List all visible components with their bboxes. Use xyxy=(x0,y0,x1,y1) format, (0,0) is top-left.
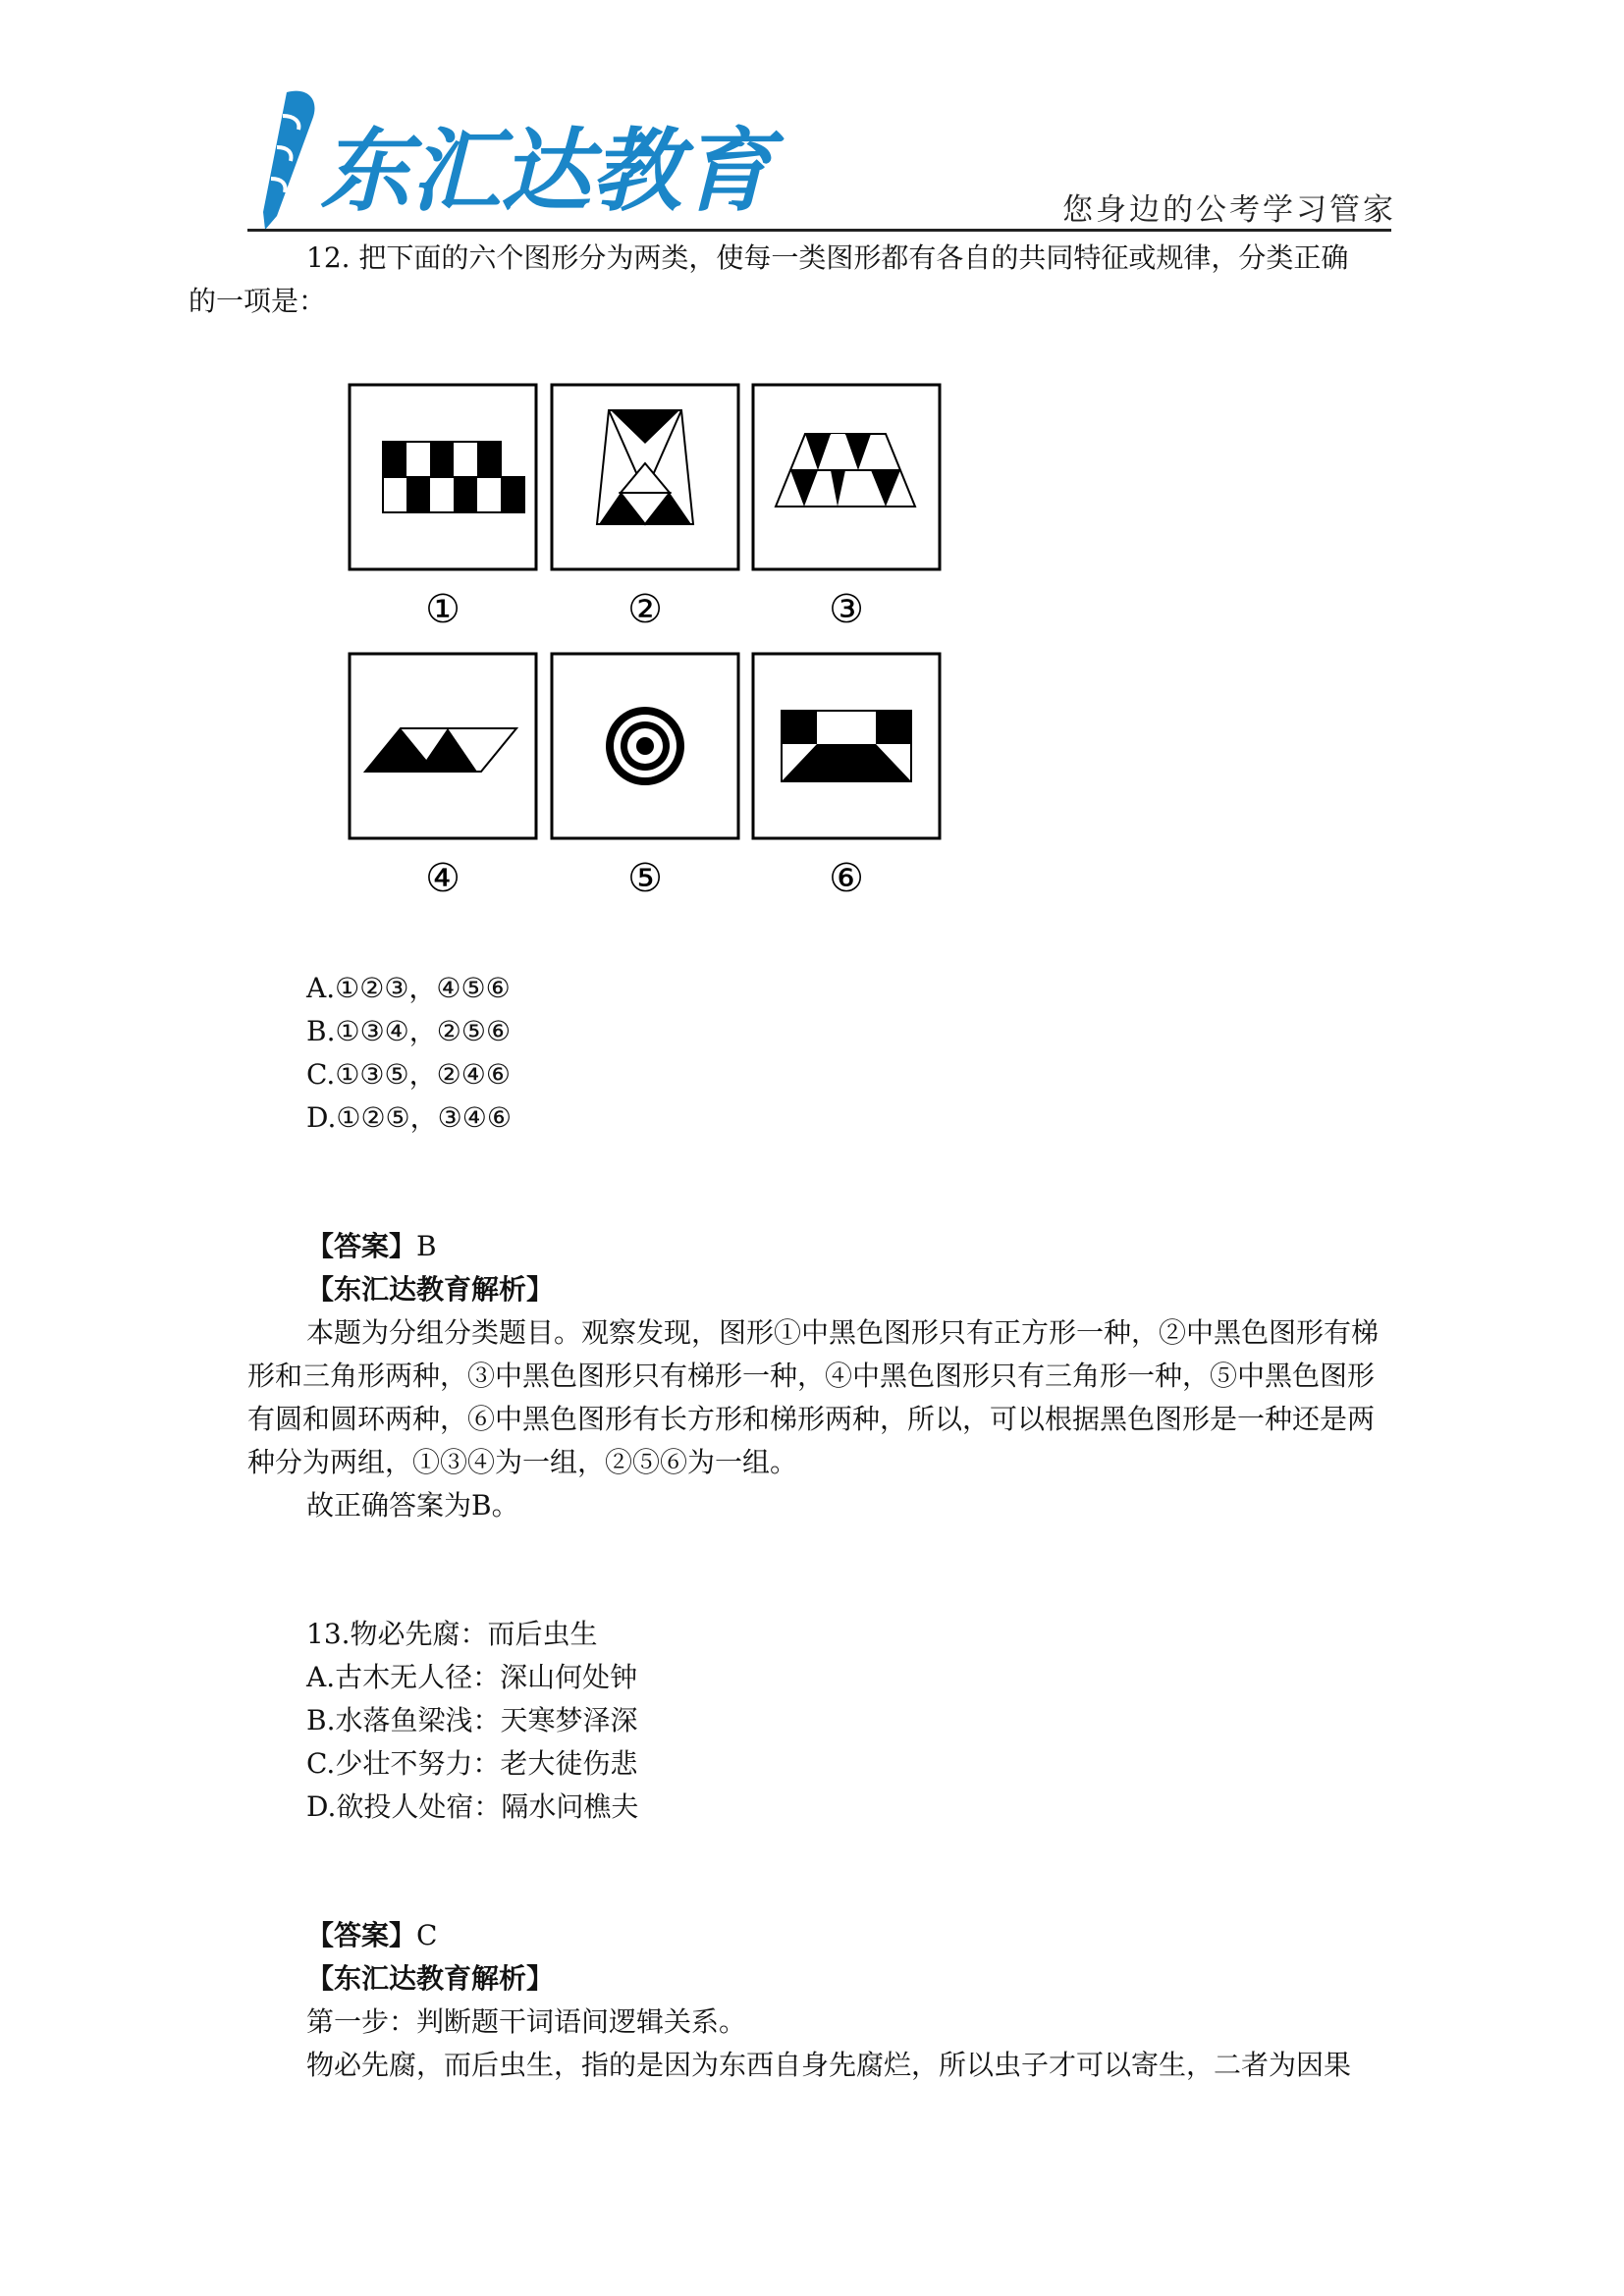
pencil-logo-icon xyxy=(263,91,314,230)
q13-answer-label: 【答案】 xyxy=(306,1919,417,1951)
q13-answer xyxy=(306,1914,437,1957)
q13-analysis: 物必先腐，而后虫生，指的是因为东西自身先腐烂，所以虫子才可以寄生，二者为因果 xyxy=(306,2049,1352,2081)
q12-stem xyxy=(189,237,1392,323)
q12-option-a: A.①②③，④⑤⑥ xyxy=(306,972,511,1004)
q12-analysis-title: 【东汇达教育解析】 xyxy=(306,1273,555,1306)
q12-answer-value: B xyxy=(416,1230,437,1262)
brand-logo xyxy=(244,86,833,234)
figure-4-label: ④ xyxy=(425,856,460,901)
q12-stem-line1: 12. 把下面的六个图形分为两类，使每一类图形都有各自的共同特征或规律，分类正确 xyxy=(306,241,1349,274)
q13-step1: 第一步：判断题干词语间逻辑关系。 xyxy=(306,2005,747,2038)
q13-stem: 13.物必先腐：而后虫生 xyxy=(306,1618,598,1650)
figure-5-circles xyxy=(606,707,684,785)
figure-2-label: ② xyxy=(627,587,663,632)
q13-answer-value: C xyxy=(416,1919,438,1951)
q12-option-b: B.①③④，②⑤⑥ xyxy=(306,1015,512,1047)
q12-answer xyxy=(306,1225,437,1268)
brand-name: 东汇达教育 xyxy=(320,119,773,224)
q13-analysis-title: 【东汇达教育解析】 xyxy=(306,1962,555,1995)
q12-figure-grid xyxy=(295,365,1001,915)
q12-answer-label: 【答案】 xyxy=(306,1230,417,1262)
figure-3-label: ③ xyxy=(829,587,864,632)
q12-analysis: 本题为分组分类题目。观察发现，图形①中黑色图形只有正方形一种，②中黑色图形有梯形和三角形两种，③中黑色图形只有梯形一种，④中黑色图形只有三角形一种，⑤中黑色图形有圆和圆环两种，⑥中黑色图形有长方形和梯形两种，所以，可以根据黑色图形是一种还是两种分为两组，①③④为一组，②⑤⑥为一组。 xyxy=(247,1316,1380,1478)
q12-stem-line2: 的一项是： xyxy=(189,285,327,317)
q13-option-a: A.古木无人径：深山何处钟 xyxy=(306,1661,638,1693)
slogan: 您身边的公考学习管家 xyxy=(1062,192,1396,228)
q13-option-b: B.水落鱼梁浅：天寒梦泽深 xyxy=(306,1704,638,1736)
figure-1-label: ① xyxy=(425,587,460,632)
figure-2-trapezoid xyxy=(597,410,693,524)
figure-5-label: ⑤ xyxy=(627,856,663,901)
q12-conclusion: 故正确答案为B。 xyxy=(306,1489,519,1522)
figure-6-rect-trapezoid xyxy=(782,711,911,781)
q13-option-d: D.欲投人处宿：隔水问樵夫 xyxy=(306,1790,639,1823)
figure-6-label: ⑥ xyxy=(829,856,864,901)
q12-option-d: D.①②⑤，③④⑥ xyxy=(306,1101,512,1134)
header-divider xyxy=(247,229,1391,232)
q13-option-c: C.少壮不努力：老大徒伤悲 xyxy=(306,1747,638,1780)
q12-option-c: C.①③⑤，②④⑥ xyxy=(306,1058,511,1091)
